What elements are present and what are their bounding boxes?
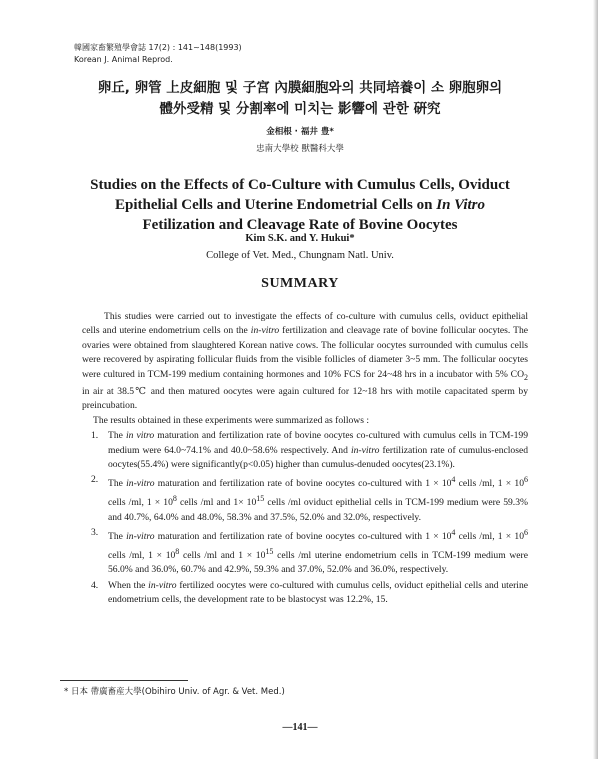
footnote: * 日本 帶廣畜産大學(Obihiro Univ. of Agr. & Vet. Med.) bbox=[64, 687, 285, 697]
results-list bbox=[82, 429, 528, 607]
text-run: cells /ml uterine endometrium cells in TCM-199 medium were 56.0% and 36.0%, 60.7% and 42.9%, 59.3% and 37.0%, 52.0% and 36.0%, respectively. bbox=[108, 549, 529, 576]
text-run: fertilization and cleavage rate of bovine follicular oocytes. The ovaries were obtained from slaughtered Korean native cows. The follicular oocytes surrounded with cumulus cells were recovered by aspirating follicular fluids from the visible follicles of diameter 3~5 mm. The follicular oocytes were cultured in TCM-199 medium containing hormones and 10% FCS for 24~48 hrs in a incubator with 5% CO bbox=[82, 325, 528, 380]
superscript: 15 bbox=[256, 493, 265, 503]
korean-title-line-1: 卵丘, 卵管 上皮細胞 및 子宮 內膜細胞와의 共同培養이 소 卵胞卵의 bbox=[97, 80, 503, 96]
scan-edge-shadow bbox=[593, 0, 598, 759]
list-item bbox=[82, 429, 528, 472]
results-lead: The results obtained in these experiments were summarized as follows : bbox=[93, 414, 370, 426]
journal-header bbox=[74, 42, 242, 66]
list-number: 1. bbox=[91, 430, 99, 442]
italic-run: in-vitro bbox=[126, 531, 155, 543]
superscript: 4 bbox=[451, 527, 456, 537]
english-title-in-vitro: In Vitro bbox=[436, 197, 486, 213]
english-title-line-2-text: Epithelial Cells and Uterine Endometrial Cells on bbox=[114, 197, 437, 213]
text-run: maturation and fertilization rate of bovine oocytes co-cultured with cumulus cells in TCM-199 medium were 64.0~74.1% and 40.0~58.6% respectively. And bbox=[108, 430, 529, 456]
summary-heading: SUMMARY bbox=[261, 276, 339, 291]
italic-run: in vitro bbox=[125, 430, 155, 442]
superscript: 4 bbox=[451, 475, 456, 485]
english-affiliation: College of Vet. Med., Chungnam Natl. Univ. bbox=[206, 250, 394, 261]
summary-paragraph bbox=[82, 310, 528, 414]
text-run: This studies were carried out to investigate the effects of co-culture with cumulus cells, oviduct epithelial cells and uterine endometrium cells on the bbox=[82, 311, 528, 337]
superscript: 6 bbox=[524, 527, 528, 537]
superscript: 15 bbox=[265, 546, 274, 556]
text-run: maturation and fertilization rate of bovine oocytes co-cultured with 1 × 10 bbox=[154, 531, 452, 543]
english-title bbox=[40, 175, 560, 235]
list-item bbox=[82, 579, 528, 608]
text-run: cells /ml, 1 × 10 bbox=[455, 531, 524, 543]
text-run: fertilized oocytes were co-cultured with cumulus cells, oviduct epithelial cells and uterine endometrium cells, the development rate to be blastocyst was 12.2%, 15. bbox=[108, 579, 528, 605]
english-title-line-2 bbox=[40, 195, 560, 215]
text-run: cells /ml, 1 × 10 bbox=[108, 497, 173, 509]
text-run: cells /ml, 1 × 10 bbox=[108, 549, 176, 561]
summary-body bbox=[82, 310, 528, 607]
journal-citation: 韓國家畜繁殖學會誌 17(2) : 141~148(1993) bbox=[74, 43, 242, 52]
superscript: 8 bbox=[175, 546, 180, 556]
text-run: cells /ml, 1 × 10 bbox=[455, 478, 524, 490]
text-run: fertilization rate of cumulus-enclosed oocytes(55.4%) were significantly(p<0.05) higher than cumulus-denuded oocytes(23.1%). bbox=[108, 444, 529, 470]
text-run: in air at 38.5℃ and then matured oocytes were again cultured for 12~18 hrs with motile capacitated sperm by preincubation. bbox=[82, 385, 528, 412]
superscript: 6 bbox=[524, 475, 528, 485]
list-number: 4. bbox=[91, 579, 99, 591]
subscript: 2 bbox=[524, 372, 528, 382]
italic-run: in-vitro bbox=[350, 444, 380, 456]
text-run: cells /ml and 1 × 10 bbox=[179, 549, 266, 561]
list-number: 2. bbox=[91, 474, 99, 486]
italic-run: in-vitro bbox=[148, 579, 177, 591]
italic-run: in-vitro bbox=[126, 478, 155, 490]
italic-run: in-vitro bbox=[250, 325, 280, 337]
page-number: —141— bbox=[282, 722, 318, 733]
korean-title-line-2: 體外受精 및 分割率에 미치는 影響에 관한 硏究 bbox=[159, 101, 441, 117]
english-title-line-3: Fetilization and Cleavage Rate of Bovine Oocytes bbox=[142, 217, 458, 233]
footnote-divider bbox=[60, 680, 188, 681]
text-run: The bbox=[108, 531, 127, 543]
superscript: 8 bbox=[172, 493, 177, 503]
text-run: cells /ml and 1× 10 bbox=[176, 497, 257, 509]
text-run: cells /ml oviduct epithelial cells in TCM-199 medium were 59.3% and 40.7%, 64.0% and 48.0%, 58.3% and 37.5%, 52.0% and 32.0%, respectively. bbox=[108, 497, 528, 523]
korean-title bbox=[40, 78, 560, 120]
korean-affiliation: 忠南大學校 獸醫科大學 bbox=[256, 144, 344, 154]
text-run: The bbox=[108, 430, 126, 442]
text-run: When the bbox=[108, 579, 149, 591]
text-run: The bbox=[108, 478, 127, 490]
korean-authors: 金相根 · 福井 豊* bbox=[266, 127, 334, 137]
list-item bbox=[82, 473, 528, 525]
list-item bbox=[82, 526, 528, 578]
list-number: 3. bbox=[91, 526, 99, 538]
english-authors: Kim S.K. and Y. Hukui* bbox=[245, 233, 355, 244]
english-title-line-1: Studies on the Effects of Co-Culture with Cumulus Cells, Oviduct bbox=[90, 177, 510, 193]
text-run: maturation and fertilization rate of bovine oocytes co-cultured with 1 × 10 bbox=[154, 478, 452, 490]
journal-name: Korean J. Animal Reprod. bbox=[74, 55, 173, 64]
